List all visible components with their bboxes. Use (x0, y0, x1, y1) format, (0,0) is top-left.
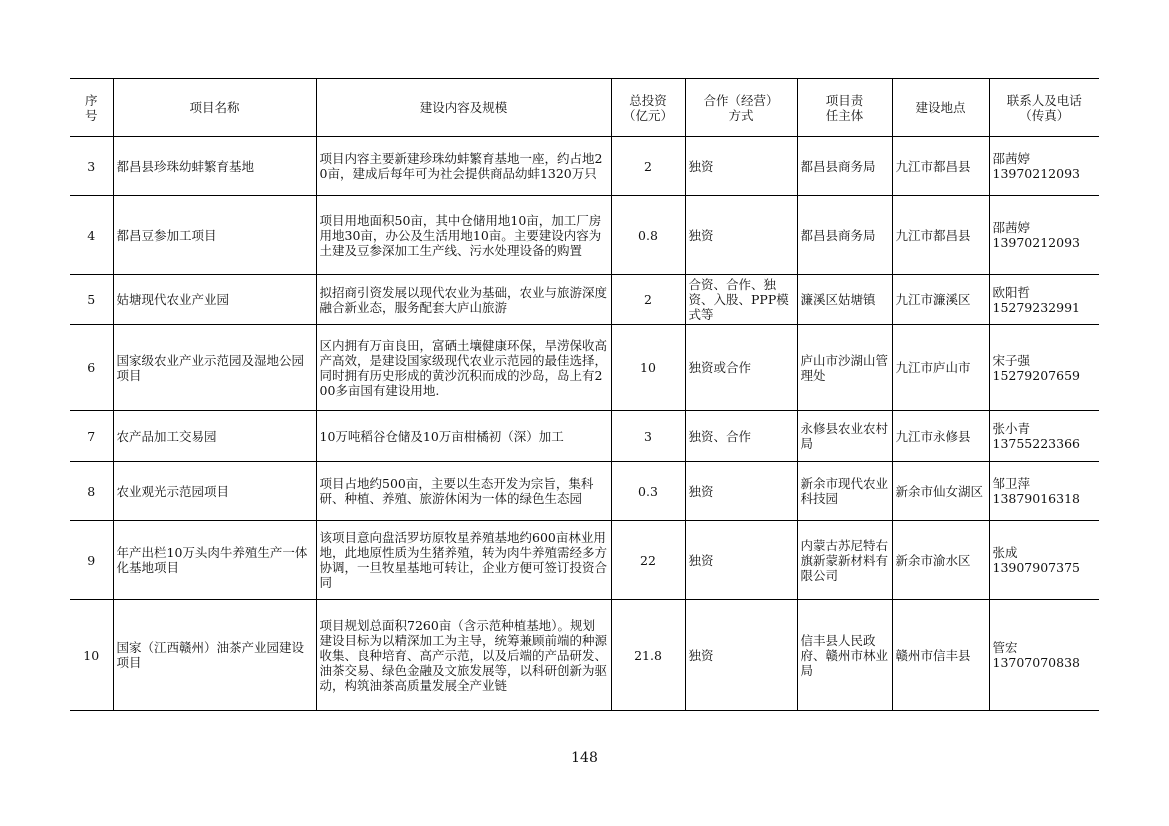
row-investment: 0.3 (611, 462, 685, 521)
header-contact: 联系人及电话 （传真） (989, 79, 1099, 137)
row-owner: 濂溪区姑塘镇 (797, 275, 892, 325)
header-content: 建设内容及规模 (316, 79, 611, 137)
header-location: 建设地点 (892, 79, 989, 137)
header-row (70, 79, 1099, 137)
row-no: 3 (70, 137, 113, 196)
row-name: 姑塘现代农业产业园 (113, 275, 316, 325)
row-contact (989, 521, 1099, 600)
row-owner: 都昌县商务局 (797, 196, 892, 275)
row-mode: 独资 (685, 600, 797, 711)
contact-name: 欧阳哲 (992, 284, 1031, 300)
row-contact (989, 600, 1099, 711)
row-no: 10 (70, 600, 113, 711)
row-owner: 都昌县商务局 (797, 137, 892, 196)
table-row (70, 325, 1099, 411)
header-mode: 合作（经营） 方式 (685, 79, 797, 137)
row-investment: 10 (611, 325, 685, 411)
row-mode: 独资 (685, 462, 797, 521)
project-table (70, 78, 1099, 711)
header-owner: 项目责 任主体 (797, 79, 892, 137)
row-contact (989, 137, 1099, 196)
row-investment: 0.8 (611, 196, 685, 275)
table-row (70, 411, 1099, 462)
row-mode: 独资 (685, 196, 797, 275)
row-investment: 2 (611, 275, 685, 325)
row-contact (989, 325, 1099, 411)
table-row (70, 137, 1099, 196)
contact-name: 邹卫萍 (992, 476, 1031, 491)
row-name: 都昌县珍珠幼蚌繁育基地 (113, 137, 316, 196)
header-name: 项目名称 (113, 79, 316, 137)
row-contact (989, 196, 1099, 275)
contact-phone: 13970212093 (992, 166, 1080, 181)
row-location: 新余市渝水区 (892, 521, 989, 600)
header-no: 序 号 (70, 79, 113, 137)
contact-name: 邵茜婷 (992, 220, 1031, 235)
row-owner: 庐山市沙湖山管理处 (797, 325, 892, 411)
row-owner: 永修县农业农村局 (797, 411, 892, 462)
row-investment: 22 (611, 521, 685, 600)
row-location: 九江市都昌县 (892, 137, 989, 196)
row-no: 7 (70, 411, 113, 462)
row-location: 九江市都昌县 (892, 196, 989, 275)
contact-name: 宋子强 (992, 352, 1031, 368)
row-name: 农产品加工交易园 (113, 411, 316, 462)
row-location: 九江市永修县 (892, 411, 989, 462)
row-location: 赣州市信丰县 (892, 600, 989, 711)
row-content: 10万吨稻谷仓储及10万亩柑橘初（深）加工 (316, 411, 611, 462)
contact-name: 邵茜婷 (992, 151, 1031, 166)
row-mode: 合资、合作、独资、入股、PPP模式等 (685, 275, 797, 325)
row-name: 国家（江西赣州）油茶产业园建设项目 (113, 600, 316, 711)
contact-name: 管宏 (992, 640, 1018, 655)
row-mode: 独资、合作 (685, 411, 797, 462)
page-number: 148 (571, 750, 598, 766)
row-content: 项目规划总面积7260亩（含示范种植基地）。规划建设目标为以精深加工为主导，统筹兼顾前端的种源收集、良种培育、高产示范，以及后端的产品研发、油茶交易、绿色金融及文旅发展等，以科研创新为驱动，构筑油茶高质量发展全产业链 (316, 600, 611, 711)
row-investment: 3 (611, 411, 685, 462)
row-contact (989, 275, 1099, 325)
row-mode: 独资 (685, 137, 797, 196)
contact-name: 张成 (992, 545, 1018, 560)
row-mode: 独资或合作 (685, 325, 797, 411)
row-location: 新余市仙女湖区 (892, 462, 989, 521)
header-investment: 总投资 （亿元） (611, 79, 685, 137)
row-name: 国家级农业产业示范园及湿地公园项目 (113, 325, 316, 411)
row-name: 都昌豆参加工项目 (113, 196, 316, 275)
row-location: 九江市濂溪区 (892, 275, 989, 325)
row-name: 农业观光示范园项目 (113, 462, 316, 521)
contact-name: 张小青 (992, 421, 1031, 436)
contact-phone: 13879016318 (992, 491, 1080, 506)
contact-phone: 15279207659 (992, 367, 1080, 383)
contact-phone: 13970212093 (992, 235, 1080, 250)
contact-phone: 13755223366 (992, 436, 1080, 451)
row-investment: 21.8 (611, 600, 685, 711)
table-row (70, 196, 1099, 275)
table-row (70, 462, 1099, 521)
row-investment: 2 (611, 137, 685, 196)
table-row (70, 521, 1099, 600)
row-content: 项目占地约500亩，主要以生态开发为宗旨，集科研、种植、养殖、旅游休闲为一体的绿色生态园 (316, 462, 611, 521)
row-mode: 独资 (685, 521, 797, 600)
row-location: 九江市庐山市 (892, 325, 989, 411)
row-no: 8 (70, 462, 113, 521)
row-contact (989, 411, 1099, 462)
contact-phone: 13907907375 (992, 560, 1080, 575)
row-contact (989, 462, 1099, 521)
row-owner: 新余市现代农业科技园 (797, 462, 892, 521)
contact-phone: 15279232991 (992, 299, 1080, 315)
row-owner: 信丰县人民政府、赣州市林业局 (797, 600, 892, 711)
contact-phone: 13707070838 (992, 655, 1080, 670)
row-content: 区内拥有万亩良田，富硒土壤健康环保，旱涝保收高产高效，是建设国家级现代农业示范园的最佳选择，同时拥有历史形成的黄沙沉积而成的沙岛，岛上有200多亩国有建设用地. (316, 325, 611, 411)
row-content: 项目用地面积50亩，其中仓储用地10亩，加工厂房用地30亩，办公及生活用地10亩。主要建设内容为土建及豆参深加工生产线、污水处理设备的购置 (316, 196, 611, 275)
row-name: 年产出栏10万头肉牛养殖生产一体化基地项目 (113, 521, 316, 600)
row-content: 项目内容主要新建珍珠幼蚌繁育基地一座，约占地20亩，建成后每年可为社会提供商品幼蚌1320万只 (316, 137, 611, 196)
row-no: 9 (70, 521, 113, 600)
row-owner: 内蒙古苏尼特右旗新蒙新材料有限公司 (797, 521, 892, 600)
row-content: 该项目意向盘活罗坊原牧星养殖基地约600亩林业用地，此地原性质为生猪养殖，转为肉牛养殖需经多方协调，一旦牧星基地可转让，企业方便可签订投资合同 (316, 521, 611, 600)
table-row (70, 600, 1099, 711)
table-row (70, 275, 1099, 325)
row-no: 4 (70, 196, 113, 275)
row-no: 5 (70, 275, 113, 325)
row-content: 拟招商引资发展以现代农业为基础，农业与旅游深度融合新业态，服务配套大庐山旅游 (316, 275, 611, 325)
row-no: 6 (70, 325, 113, 411)
